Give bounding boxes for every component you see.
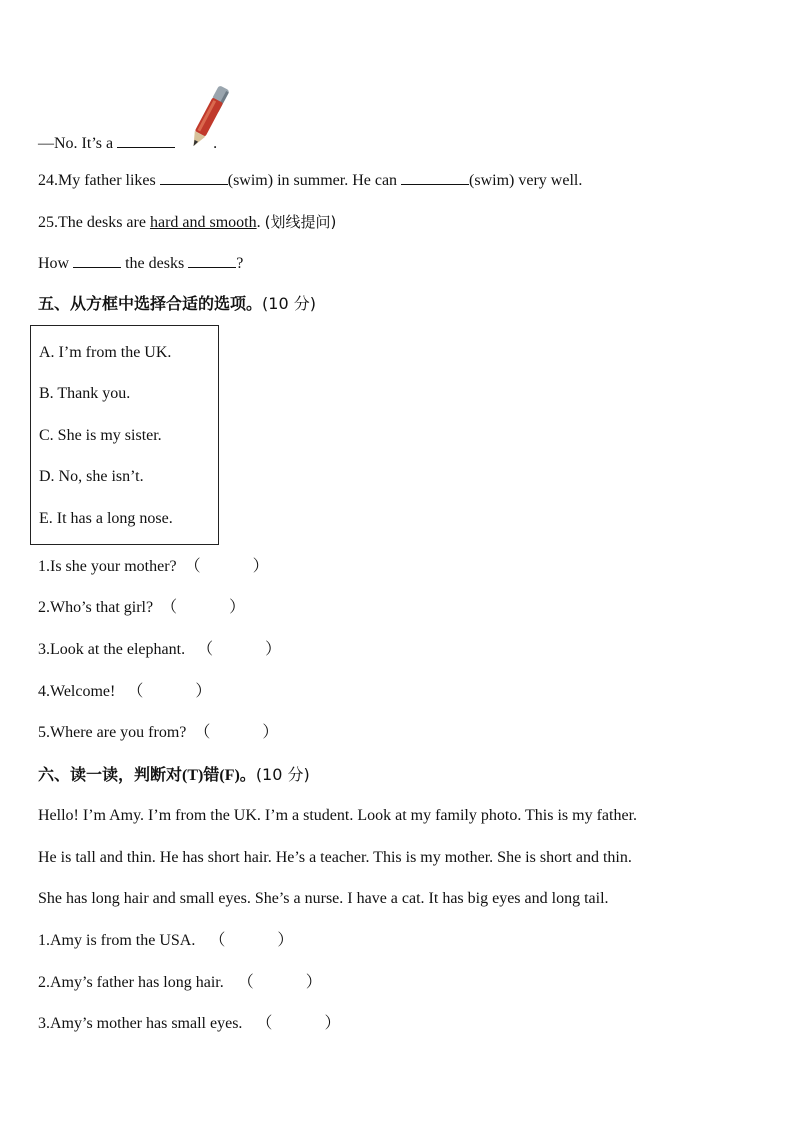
q24-blank-1[interactable]: [160, 170, 228, 185]
option-a: A. I’m from the UK.: [39, 344, 172, 361]
section-6-heading: [38, 765, 310, 786]
judge-text-1: 1.Amy is from the USA.: [38, 932, 196, 949]
section-5-title: 五、从方框中选择合适的选项。: [38, 294, 263, 313]
section-6-title-c: 。: [239, 765, 256, 784]
option-d: D. No, she isn’t.: [39, 468, 144, 485]
answer-slot-3[interactable]: （ ）: [197, 641, 282, 658]
q24-hint-1: (swim): [227, 172, 274, 189]
q24-hint-2: (swim): [469, 172, 515, 189]
q23-suffix: .: [213, 135, 218, 152]
q24-blank-2[interactable]: [401, 170, 469, 185]
section-5-points: (10 分): [262, 294, 316, 313]
matching-question-5: [38, 723, 278, 743]
passage-line-3: She has long hair and small eyes. She’s a nurse. I have a cat. It has big eyes and long tail.: [38, 890, 609, 907]
matching-question-2: [38, 598, 245, 618]
q24-number: 24.: [38, 172, 58, 189]
matching-text-4: 4.Welcome!: [38, 683, 116, 700]
question-23-answer: [38, 133, 217, 154]
option-b: B. Thank you.: [39, 385, 131, 402]
matching-question-3: [38, 640, 281, 660]
section-6-false-mark: (F): [219, 767, 240, 784]
section-6-title-a: 六、读一读，判断对: [38, 765, 183, 784]
option-e: E. It has a long nose.: [39, 510, 173, 527]
question-25: [38, 212, 336, 233]
judge-slot-1[interactable]: （ ）: [209, 932, 294, 949]
q24-text-3: very well.: [518, 172, 583, 189]
section-6-title-b: 错: [203, 765, 220, 784]
judge-slot-2[interactable]: （ ）: [237, 974, 322, 991]
q25-instruction: (划线提问): [264, 213, 337, 231]
q23-blank[interactable]: [117, 133, 175, 148]
judge-text-2: 2.Amy’s father has long hair.: [38, 974, 224, 991]
judge-question-3: [38, 1014, 340, 1034]
section-5-heading: [38, 294, 316, 314]
matching-text-1: 1.Is she your mother?: [38, 558, 177, 575]
answer-slot-1[interactable]: （ ）: [184, 558, 269, 575]
answer-slot-5[interactable]: （ ）: [194, 724, 279, 741]
judge-question-2: [38, 973, 322, 993]
q25b-text-1: How: [38, 255, 70, 272]
q25b-text-3: ?: [236, 255, 244, 272]
judge-slot-3[interactable]: （ ）: [256, 1015, 341, 1032]
answer-slot-4[interactable]: （ ）: [127, 683, 212, 700]
q25b-blank-2[interactable]: [188, 253, 236, 268]
q25-period: .: [256, 214, 261, 231]
q25-number: 25.: [38, 214, 58, 231]
answer-slot-2[interactable]: （ ）: [161, 599, 246, 616]
q25b-blank-1[interactable]: [73, 253, 121, 268]
q23-prefix: —No. It’s a: [38, 135, 114, 152]
matching-text-5: 5.Where are you from?: [38, 724, 187, 741]
section-6-points: (10 分): [255, 765, 310, 784]
q24-text-1: My father likes: [58, 172, 156, 189]
q25-text-1: The desks are: [58, 214, 146, 231]
q24-text-2: in summer. He can: [277, 172, 398, 189]
judge-question-1: [38, 931, 293, 951]
passage-line-2: He is tall and thin. He has short hair. He’s a teacher. This is my mother. She is short and thin.: [38, 849, 632, 866]
judge-text-3: 3.Amy’s mother has small eyes.: [38, 1015, 243, 1032]
option-c: C. She is my sister.: [39, 427, 162, 444]
question-24: [38, 170, 582, 191]
matching-text-2: 2.Who’s that girl?: [38, 599, 154, 616]
section-6-true-mark: (T): [182, 767, 204, 784]
options-box: [30, 325, 219, 545]
q25b-text-2: the desks: [125, 255, 185, 272]
q25-underlined-phrase: hard and smooth: [149, 214, 257, 231]
passage-line-1: Hello! I’m Amy. I’m from the UK. I’m a student. Look at my family photo. This is my father.: [38, 807, 638, 824]
matching-text-3: 3.Look at the elephant.: [38, 641, 186, 658]
matching-question-4: [38, 682, 211, 702]
matching-question-1: [38, 557, 269, 577]
question-25-answer: [38, 253, 243, 274]
